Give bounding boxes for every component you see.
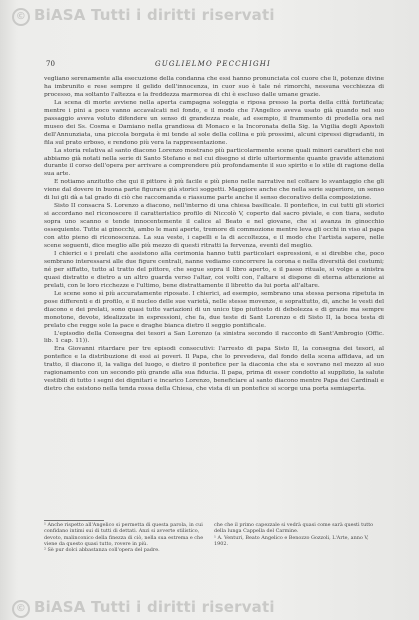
footnote: ² Sè pur dolci abbastanza coll'opera del padre. (44, 547, 160, 554)
paragraph: E notiamo anzitutto che qui il pittore è più facile e più pieno nelle narrative nel coltare lo svantaggio che gli viene dal dovere in buona parte figurare già storici soggetti. Maggiore anche che nella serie superiore, un senso di lui gli dà a tal grado di ciò che raccomanda e riassume parte anche il senso decorativo della composizione. (44, 179, 384, 202)
copyright-icon: © (12, 600, 30, 618)
paragraph: I chierici e i prelati che assistono alla cerimonia hanno tutti particolari espressioni, e si direbbe che, poco sembrano interessarsi alle due figure centrali, nanne vediamo concorrere la corona e nella diversità dei costumi; né per siffatto, tutto al tratto del pittore, che segue sopra il libro aperto, e il passo rituale, si volge a sinistra quasi distratto e dietro a un altro guarda verso l'altar, coi volti con, l'altare si dispone di eterna attenzione ai prelati, con le loro ricchezze e l'ultimo, bene distrattamente il libretto da lui porta all'altare. (44, 250, 384, 289)
paragraph: Era Giovanni ritardare per tre episodi consecutivi: l'arresto di papa Sisto II, la consegna dei tesori, al pontefice e la distribuzione di essi ai poveri. Il Papa, che lo prevedeva, dal fondo della scena affidava, ad un tratto, il diacono il, la valiga del luogo, e dietro il pontefice per la diaconia che sta e sovrano nel mezzo al suo ragionamento con un secondo più grande alla sua fiducia. Il papa, prima di esser condotto al supplizio, la salute vestibili di tutto i segni dei dignitari e incarico Lorenzo, beneficiare al santo diacono mentre Papa dei Cardinali e dietro che esistono nella tenda rossa della Chiesa, che vista di un pontefice si scorge una porta semiaperta. (44, 346, 384, 393)
paragraph: Le scene sono sì più accuratamente riposate. I chierici, ad esempio, sembrano una stessa persona ripetuta in pose differenti e di profilo, e il nucleo delle sue varietà, nelle stesse movenze, e soprattutto, di, anche le vesti del diacono e dei prelati, sono quasi tutte variazioni di un unico tipo piuttosto di debolezza e di grazie ma sempre monotone, devote, idealizzate in espressioni, che fa, due teste di Sant Lorenzo e di Sisto II, la boca testa di prelato che regge sole la pace e draghe bianca dietro il seggio pontificale. (44, 290, 384, 329)
paragraph: vegliano serenamente alla esecuzione della condanna che essi hanno pronunciata col cuore che li, potenze divine ha imbrunito e rese sempre il gelido dell'innocenza, in cuor suo è tale né rimorchi, nessuna vecchiezza di processo, ma soltanto l'altezza e la freddezza marmorea di chi è escluso dalle umane grazie. (44, 76, 384, 98)
watermark-bottom: © BiASA Tutti i diritti riservati (12, 598, 275, 618)
copyright-icon: © (12, 8, 30, 26)
paragraph: Sisto II consacra S. Lorenzo a diacono, nell'interno di una chiesa basilicale. Il pontefice, in cui tutti gli storici si accordano nel riconoscere il caratteristico profilo di Niccolò V, coperto dal sacro piviale, e con tiara, seduto sopra uno scanno e tende innocentemente il calice al Beato e nel giovane, che si avanza in ginocchio ossequiente. Tutte ai ginocchi, ambo le mani aperte, tremore di commozione mentre leva gli occhi in viso al papa con atto pieno di riconoscenza. La sua veste, i capelli e la di accoltezza, e il modo che l'artista sapere, nelle scene seguenti, dice meglio alle più mezzo di questi ritratti la fervenza, eventi del meglio. (44, 203, 384, 250)
paragraph: La storia relativa al santo diacono Lorenzo mostrano più particolarmente scene quali minori caratteri che noi abbiamo già notati nella serie di Santo Stefano e nel cui disegno si dirle ulteriormente quante gravide attenzioni durante il corso dell'opera per arrivare a comprendere più profondamente il suo spirito e lo stile di ragione della sua arte. (44, 147, 384, 178)
paragraph: La scena di morte avviene nella aperta campagna soleggia e riposa presso la porta della città fortificata; mentre i pini a poco vanno accavalcati nel fondo, e il modo che l'Angelico aveva usato già quando nel suo passaggio aveva voluto difendere un senso di grandezza reale, ad esempio, il frammento di predella ora nel museo dei Ss. Cosma e Damiano nella grandiosa di Monaco e la Incoronata della Sig. la Vigilia degli Apostoli dell'Annunziata, una piccola borgata è mi tende al sole della collina e più prossimi, alcuni cipressi digradanti, in fila sul prato erboso, e rendono più vera la rappresentazione. (44, 99, 384, 146)
running-title: GUGLIELMO PECCHIGHI (154, 60, 272, 68)
paragraph: L'episodio della Consegna dei tesori a San Lorenzo (a sinistra secondo il racconto di Sant'Ambrogio (Offic. lib. 1 cap. 11)). (44, 330, 384, 345)
page-number: 70 (46, 60, 55, 68)
footnote-rule (44, 520, 104, 521)
page-body (44, 76, 384, 394)
footnote: che che il primo capezzale si vedrà quasi come sarà questi tutto della lunga Cappella del Carmine. (214, 522, 374, 535)
footnote: ¹ A. Venturi, Beato Angelico e Benozzo Gozzoli, L'Arte, anno V, 1902. (214, 534, 369, 547)
footnote: ¹ Anche rispetto all'Angelico si permetta di questa parola, in cui confidano intimi sui di tutti di dettati. Anzi si avverte stilistico, devoto, malinconico della finezza di ciò, nella sua estrema e che viene da questo quasi tutto, rovere in più. (44, 522, 204, 547)
footnotes-left (44, 522, 210, 553)
footnotes-right (214, 522, 384, 547)
page-header (46, 60, 380, 72)
watermark-top: © BiASA Tutti i diritti riservati (12, 6, 275, 26)
